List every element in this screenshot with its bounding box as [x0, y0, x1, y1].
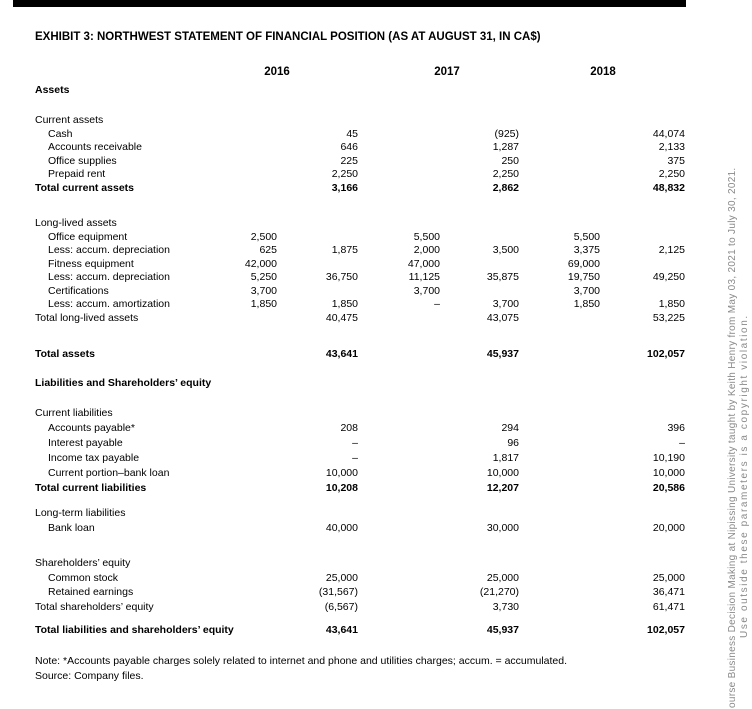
- year-header-2018: 2018: [590, 66, 616, 78]
- source-text: Source: Company files.: [35, 669, 144, 682]
- row-label: Retained earnings: [48, 586, 134, 598]
- row-accounts-payable: [35, 421, 685, 436]
- cell-2016-main: [277, 285, 358, 299]
- year-header-2017: 2017: [434, 66, 460, 78]
- cell-2018-inner: [519, 585, 600, 600]
- copyright-watermark-line2: Use outside these parameters is a copyright violation.: [739, 314, 750, 638]
- cell-2016-main: (6,567): [324, 600, 358, 613]
- cell-2017-inner: [358, 168, 440, 182]
- cell-2017-main: 3,500: [492, 244, 519, 256]
- cell-2018-main: 20,586: [652, 482, 685, 494]
- row-label: Common stock: [48, 571, 119, 584]
- cell-2016-main: 2,250: [331, 168, 358, 180]
- row-label: Total assets: [35, 348, 95, 360]
- row-fitness-equipment: [35, 258, 685, 272]
- cell-2016-inner: [230, 406, 277, 421]
- cell-2017-main: [440, 506, 519, 521]
- long-lived-assets-section: [35, 217, 685, 325]
- row-label: Interest payable: [48, 437, 123, 449]
- cell-2018-main: 25,000: [652, 571, 685, 584]
- cell-2016-inner: [230, 217, 277, 231]
- cell-2018-inner: [519, 436, 600, 451]
- cell-2018-inner: [519, 312, 600, 326]
- cell-2018-inner: [519, 141, 600, 155]
- row-accounts-receivable: [35, 141, 685, 155]
- row-label: Prepaid rent: [48, 168, 106, 180]
- cell-2017-inner: [358, 406, 440, 421]
- cell-2018-main: [600, 114, 685, 128]
- cell-2018-inner: [519, 114, 600, 128]
- cell-2018-inner: [519, 348, 600, 362]
- cell-2016-main: 1,875: [331, 244, 358, 256]
- cell-2017-main: 3,700: [492, 298, 519, 310]
- assets-section-heading: Assets: [35, 84, 70, 96]
- cell-2017-main: (925): [494, 127, 519, 140]
- cell-2018-inner: 1,850: [573, 298, 600, 310]
- cell-2017-main: 3,730: [492, 600, 519, 613]
- cell-2017-inner: [358, 600, 440, 615]
- cell-2016-inner: [230, 571, 277, 586]
- cell-2016-inner: 2,500: [250, 230, 277, 243]
- cell-2017-main: 1,817: [492, 452, 519, 464]
- cell-2018-inner: [519, 556, 600, 571]
- cell-2018-main: 48,832: [652, 181, 685, 194]
- cell-2017-inner: 2,000: [413, 244, 440, 256]
- cell-2017-main: 25,000: [486, 571, 519, 584]
- cell-2018-main: [600, 217, 685, 231]
- cell-2016-inner: [230, 348, 277, 362]
- cell-2018-inner: [519, 624, 600, 638]
- cell-2018-inner: [519, 168, 600, 182]
- cell-2016-main: [277, 217, 358, 231]
- cell-2018-inner: [519, 406, 600, 421]
- row-label: Total long-lived assets: [35, 311, 139, 324]
- cell-2016-inner: [230, 141, 277, 155]
- cell-2018-main: 396: [667, 422, 685, 434]
- row-cash: [35, 128, 685, 142]
- cell-2017-main: 45,937: [486, 348, 519, 360]
- cell-2016-inner: [230, 114, 277, 128]
- row-shareholders-equity: [35, 556, 685, 571]
- cell-2016-main: [277, 114, 358, 128]
- cell-2018-main: 49,250: [652, 271, 685, 283]
- cell-2018-inner: 19,750: [567, 271, 600, 283]
- cell-2018-main: [600, 258, 685, 272]
- row-less-accum-depreciation: [35, 271, 685, 285]
- row-label: Current liabilities: [35, 407, 113, 419]
- cell-2018-main: 20,000: [652, 522, 685, 534]
- row-label: Less: accum. depreciation: [48, 271, 170, 283]
- row-label: Long-lived assets: [35, 217, 117, 229]
- cell-2018-main: 53,225: [652, 311, 685, 324]
- row-label: Certifications: [48, 284, 109, 297]
- row-label: Income tax payable: [48, 452, 140, 464]
- cell-2017-inner: [358, 155, 440, 169]
- row-label: Total current assets: [35, 181, 135, 194]
- cell-2018-inner: [519, 155, 600, 169]
- cell-2016-inner: 5,250: [250, 271, 277, 283]
- cell-2017-main: 12,207: [486, 482, 519, 494]
- cell-2016-inner: [230, 168, 277, 182]
- row-total-liabilities-and-shareholders-equity: [35, 624, 685, 638]
- cell-2016-inner: [230, 466, 277, 481]
- cell-2018-inner: 3,375: [573, 244, 600, 256]
- cell-2018-inner: [519, 466, 600, 481]
- cell-2018-inner: [519, 506, 600, 521]
- row-label: Office equipment: [48, 230, 128, 243]
- row-label: Accounts payable*: [48, 422, 135, 434]
- copyright-watermark-line1: ourse Business Decision Making at Nipissing University taught by Keith Henry from May 03, 2021 to July 30, 2021.: [727, 167, 738, 708]
- cell-2016-main: (31,567): [318, 586, 358, 598]
- cell-2017-inner: 3,700: [413, 284, 440, 297]
- cell-2017-main: [440, 231, 519, 245]
- cell-2018-main: [600, 406, 685, 421]
- cell-2018-inner: [519, 182, 600, 196]
- year-header-2016: 2016: [264, 66, 290, 78]
- cell-2018-main: 102,057: [647, 624, 685, 636]
- cell-2018-main: 375: [667, 154, 685, 167]
- cell-2016-main: 208: [340, 422, 358, 434]
- cell-2018-inner: 3,700: [573, 284, 600, 297]
- cell-2018-main: [600, 556, 685, 571]
- row-label: Total current liabilities: [35, 482, 147, 494]
- cell-2016-main: 43,641: [325, 348, 358, 360]
- cell-2016-main: 10,000: [325, 467, 358, 479]
- cell-2017-inner: [358, 451, 440, 466]
- total-liabilities-equity-section: [35, 624, 685, 638]
- cell-2017-main: (21,270): [479, 586, 519, 598]
- cell-2016-main: [277, 556, 358, 571]
- cell-2016-inner: [230, 481, 277, 496]
- cell-2017-main: [440, 258, 519, 272]
- row-prepaid-rent: [35, 168, 685, 182]
- cell-2016-inner: [230, 312, 277, 326]
- cell-2018-inner: [519, 521, 600, 536]
- cell-2016-main: 25,000: [325, 571, 358, 584]
- row-retained-earnings: [35, 585, 685, 600]
- row-long-term-liabilities: [35, 506, 685, 521]
- cell-2017-inner: [358, 436, 440, 451]
- row-label: Office supplies: [48, 154, 117, 167]
- cell-2018-main: [600, 231, 685, 245]
- cell-2017-inner: [358, 466, 440, 481]
- cell-2016-main: [277, 406, 358, 421]
- cell-2017-main: 250: [501, 154, 519, 167]
- row-certifications: [35, 285, 685, 299]
- cell-2017-inner: [358, 217, 440, 231]
- row-label: Total shareholders’ equity: [35, 600, 154, 613]
- cell-2016-main: –: [352, 452, 358, 464]
- row-interest-payable: [35, 436, 685, 451]
- row-current-portion-bank-loan: [35, 466, 685, 481]
- cell-2017-inner: [358, 348, 440, 362]
- long-term-liabilities-section: [35, 506, 685, 536]
- cell-2016-inner: [230, 585, 277, 600]
- cell-2016-inner: 625: [259, 244, 277, 256]
- cell-2017-main: [440, 406, 519, 421]
- cell-2017-inner: [358, 556, 440, 571]
- cell-2017-main: 96: [507, 437, 519, 449]
- cell-2018-main: 2,133: [658, 141, 685, 153]
- cell-2016-inner: [230, 521, 277, 536]
- cell-2018-main: 2,125: [658, 244, 685, 256]
- cell-2018-main: 102,057: [647, 348, 685, 360]
- note-text: Note: *Accounts payable charges solely related to internet and phone and utilities charges; accum. = accumulated.: [35, 655, 568, 667]
- cell-2018-inner: 5,500: [573, 230, 600, 243]
- cell-2017-main: 10,000: [486, 467, 519, 479]
- cell-2018-inner: [519, 128, 600, 142]
- liabilities-section-heading: Liabilities and Shareholders’ equity: [35, 377, 212, 389]
- row-total-current-liabilities: [35, 481, 685, 496]
- cell-2016-main: 1,850: [331, 298, 358, 310]
- row-label: Bank loan: [48, 522, 95, 534]
- cell-2017-inner: 5,500: [413, 230, 440, 243]
- cell-2017-inner: [358, 624, 440, 638]
- cell-2018-main: [600, 285, 685, 299]
- row-label: Current portion–bank loan: [48, 467, 170, 479]
- cell-2016-main: 10,208: [325, 482, 358, 494]
- cell-2018-main: [600, 506, 685, 521]
- cell-2016-inner: [230, 128, 277, 142]
- cell-2017-inner: [358, 481, 440, 496]
- cell-2018-main: 2,250: [658, 168, 685, 180]
- row-label: Less: accum. depreciation: [48, 244, 170, 256]
- cell-2016-inner: [230, 451, 277, 466]
- cell-2016-inner: [230, 506, 277, 521]
- cell-2018-main: 10,190: [652, 452, 685, 464]
- cell-2016-inner: [230, 600, 277, 615]
- cell-2017-main: 43,075: [486, 311, 519, 324]
- row-office-equipment: [35, 231, 685, 245]
- row-current-liabilities: [35, 406, 685, 421]
- cell-2016-inner: [230, 436, 277, 451]
- cell-2018-inner: [519, 571, 600, 586]
- row-total-long-lived-assets: [35, 312, 685, 326]
- row-label: Total liabilities and shareholders’ equity: [35, 624, 234, 636]
- total-assets-section: [35, 348, 685, 362]
- cell-2016-main: [277, 506, 358, 521]
- cell-2018-inner: [519, 481, 600, 496]
- cell-2017-main: 30,000: [486, 522, 519, 534]
- cell-2017-inner: [358, 114, 440, 128]
- row-office-supplies: [35, 155, 685, 169]
- cell-2018-main: –: [679, 437, 685, 449]
- cell-2016-inner: [230, 421, 277, 436]
- cell-2018-inner: [519, 421, 600, 436]
- cell-2016-main: 3,166: [331, 181, 358, 194]
- cell-2018-main: 61,471: [652, 600, 685, 613]
- cell-2017-main: [440, 556, 519, 571]
- cell-2017-main: [440, 114, 519, 128]
- cell-2016-inner: [230, 556, 277, 571]
- cell-2018-main: 36,471: [652, 586, 685, 598]
- cell-2016-inner: [230, 624, 277, 638]
- cell-2016-main: 40,475: [325, 311, 358, 324]
- cell-2016-main: 225: [340, 154, 358, 167]
- row-label: Long-term liabilities: [35, 507, 126, 519]
- row-label: Shareholders’ equity: [35, 557, 131, 569]
- shareholders-equity-section: [35, 556, 685, 614]
- cell-2016-main: 36,750: [325, 271, 358, 283]
- cell-2017-main: 35,875: [486, 271, 519, 283]
- cell-2017-inner: [358, 521, 440, 536]
- row-less-accum-depreciation: [35, 244, 685, 258]
- cell-2016-inner: 1,850: [250, 298, 277, 310]
- cell-2018-inner: [519, 217, 600, 231]
- row-total-current-assets: [35, 182, 685, 196]
- cell-2017-inner: [358, 585, 440, 600]
- cell-2017-inner: 11,125: [408, 271, 440, 283]
- cell-2017-inner: [358, 182, 440, 196]
- cell-2016-inner: 3,700: [250, 284, 277, 297]
- row-label: Current assets: [35, 114, 104, 126]
- row-label: Accounts receivable: [48, 141, 142, 153]
- exhibit-title: EXHIBIT 3: NORTHWEST STATEMENT OF FINANCIAL POSITION (AS AT AUGUST 31, IN CA$): [35, 31, 541, 43]
- cell-2016-main: 40,000: [325, 522, 358, 534]
- top-border-bar: [13, 0, 686, 7]
- cell-2018-main: 1,850: [658, 298, 685, 310]
- cell-2018-inner: [519, 600, 600, 615]
- row-label: Fitness equipment: [48, 257, 134, 270]
- row-current-assets: [35, 114, 685, 128]
- cell-2016-main: 43,641: [325, 624, 358, 636]
- cell-2016-inner: [230, 155, 277, 169]
- cell-2017-inner: [358, 141, 440, 155]
- cell-2016-main: –: [352, 437, 358, 449]
- cell-2017-main: [440, 217, 519, 231]
- cell-2018-inner: [519, 451, 600, 466]
- row-long-lived-assets: [35, 217, 685, 231]
- cell-2016-main: 45: [346, 127, 358, 140]
- cell-2017-inner: [358, 571, 440, 586]
- cell-2017-main: 2,862: [492, 181, 519, 194]
- cell-2017-main: 294: [501, 422, 519, 434]
- cell-2016-main: [277, 231, 358, 245]
- cell-2017-main: 2,250: [492, 168, 519, 180]
- cell-2018-main: 44,074: [652, 127, 685, 140]
- cell-2017-inner: [358, 312, 440, 326]
- cell-2018-inner: 69,000: [567, 257, 600, 270]
- row-total-shareholders-equity: [35, 600, 685, 615]
- row-label: Less: accum. amortization: [48, 298, 170, 310]
- row-total-assets: [35, 348, 685, 362]
- cell-2017-inner: [358, 128, 440, 142]
- cell-2017-inner: [358, 506, 440, 521]
- cell-2017-inner: –: [434, 298, 440, 310]
- cell-2018-main: 10,000: [652, 467, 685, 479]
- row-bank-loan: [35, 521, 685, 536]
- cell-2017-inner: 47,000: [407, 257, 440, 270]
- row-less-accum-amortization: [35, 298, 685, 312]
- current-liabilities-section: [35, 406, 685, 496]
- cell-2016-main: 646: [340, 141, 358, 153]
- cell-2016-inner: 42,000: [244, 257, 277, 270]
- row-common-stock: [35, 571, 685, 586]
- cell-2017-main: 45,937: [486, 624, 519, 636]
- footnotes: [35, 654, 567, 683]
- cell-2017-main: 1,287: [492, 141, 519, 153]
- row-income-tax-payable: [35, 451, 685, 466]
- row-label: Cash: [48, 127, 73, 140]
- cell-2016-main: [277, 258, 358, 272]
- current-assets-section: [35, 114, 685, 195]
- cell-2017-main: [440, 285, 519, 299]
- cell-2016-inner: [230, 182, 277, 196]
- cell-2017-inner: [358, 421, 440, 436]
